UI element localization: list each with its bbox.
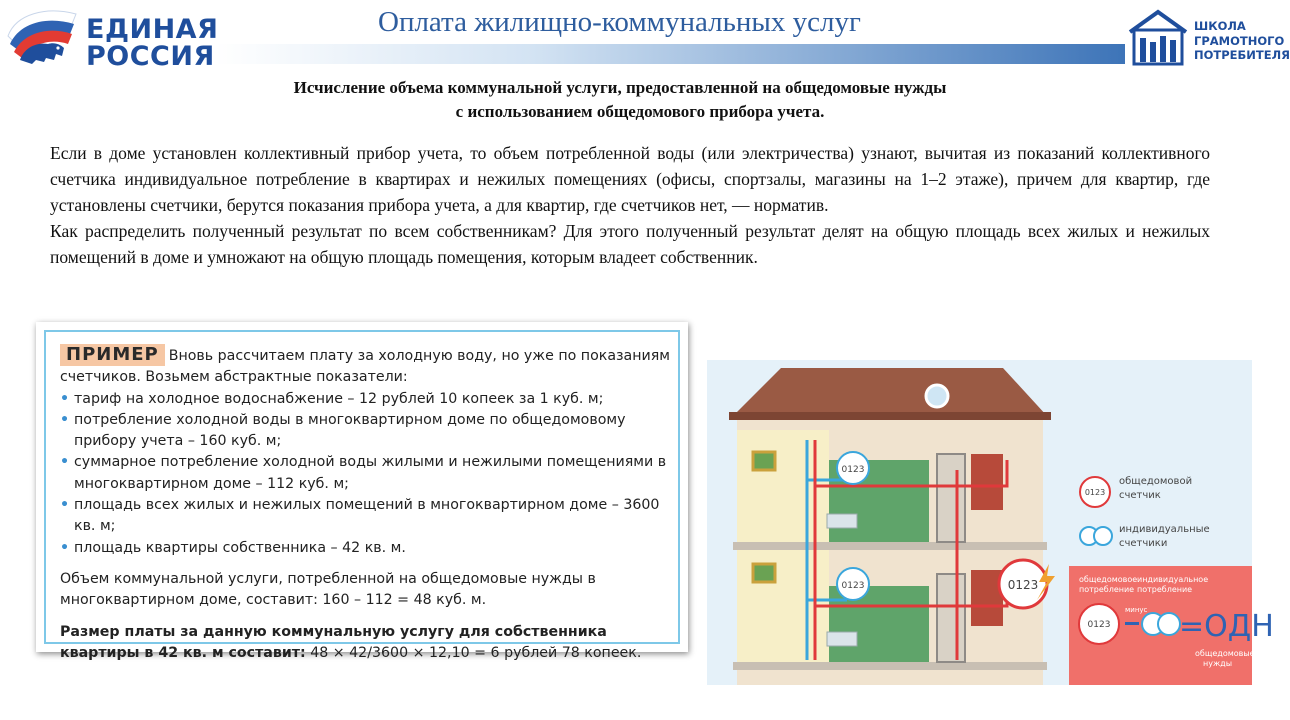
list-item: • суммарное потребление холодной воды жилыми и нежилыми помещениями в многоквартирном доме – 112 куб. м; (60, 452, 672, 495)
example-result (60, 622, 672, 665)
building-meter-illustration (707, 360, 1274, 685)
formula-label-common-1: общедомовое (1079, 575, 1138, 584)
example-intro-block (60, 344, 672, 389)
formula-result-label-1: общедомовые (1195, 649, 1255, 658)
wall-picture-2 (753, 564, 775, 582)
school-name (1194, 19, 1290, 63)
school-line3: ПОТРЕБИТЕЛЯ (1194, 48, 1290, 62)
legend-common-label-1: общедомовой (1119, 476, 1193, 487)
building-diagram (707, 360, 1274, 685)
example-card (36, 322, 688, 661)
sink-2 (827, 632, 857, 646)
united-russia-logo (6, 6, 219, 72)
consumer-school-logo (1126, 8, 1290, 66)
door-2 (937, 574, 965, 662)
legend-individual-label-2: счетчики (1119, 538, 1168, 549)
formula-minus-word: минус (1125, 606, 1148, 614)
individual-meter-1 (837, 452, 869, 484)
svg-text:0123: 0123 (841, 465, 865, 475)
example-volume-text: Объем коммунальной услуги, потребленной на общедомовые нужды в многоквартирном доме, составит: 160 – 112 = 48 куб. м. (60, 570, 596, 609)
attic-window (926, 385, 948, 407)
list-item: • тариф на холодное водоснабжение – 12 рублей 10 копеек за 1 куб. м; (60, 389, 672, 410)
roof (733, 368, 1047, 416)
example-badge: ПРИМЕР (60, 344, 165, 366)
svg-text:0123: 0123 (1087, 620, 1111, 630)
legend-common-meter (1080, 476, 1192, 507)
body-text (50, 140, 1210, 270)
list-item: • площадь всех жилых и нежилых помещений в многоквартирном доме – 3600 кв. м; (60, 495, 672, 538)
example-result-label: Размер платы за данную коммунальную услугу для собственника квартиры в 42 кв. м составит: (60, 623, 607, 661)
list-item: • потребление холодной воды в многоквартирном доме по общедомовому прибору учета – 160 куб. м; (60, 410, 672, 453)
party-name-line1: ЕДИНАЯ (86, 14, 219, 45)
header (0, 0, 1290, 72)
svg-text:0123: 0123 (1084, 488, 1106, 497)
subtitle-line1: Исчисление объема коммунальной услуги, предоставленной на общедомовые нужды (293, 78, 947, 97)
section-subtitle (0, 76, 1280, 124)
legend-individual-meters (1080, 524, 1210, 549)
page-title: Оплата жилищно-коммунальных услуг (378, 6, 861, 38)
radiator-1 (971, 454, 1003, 510)
svg-text:0123: 0123 (841, 581, 865, 591)
door-1 (937, 454, 965, 542)
svg-text:0123: 0123 (1007, 578, 1039, 592)
wall-picture-1 (753, 452, 775, 470)
body-paragraph-1: Если в доме установлен коллективный прибор учета, то объем потребленной воды (или электричества) узнают, вычитая из показаний коллективного счетчика индивидуальное потребление в квартирах и нежилых помещениях (офисы, спортзалы, магазины на 1–2 этаже), причем для квартир, где установлены счетчики, берутся показания прибора учета, а для квартир, где счетчиков нет, — норматив. (50, 143, 1210, 215)
school-line2: ГРАМОТНОГО (1194, 33, 1285, 48)
formula-label-individual-2: потребление (1137, 585, 1193, 594)
party-name (86, 16, 218, 70)
example-list (60, 389, 672, 559)
individual-meter-2 (837, 568, 869, 600)
formula-label-common-2: потребление (1079, 585, 1135, 594)
formula-individual-meter-b (1158, 613, 1180, 635)
legend-individual-label-1: индивидуальные (1119, 524, 1210, 535)
formula-result: =ОДН (1179, 609, 1274, 644)
common-meter (999, 560, 1047, 608)
subtitle-line2: с использованием общедомового прибора учета. (455, 102, 825, 121)
example-intro: Вновь рассчитаем плату за холодную воду, но уже по показаниям счетчиков. Возьмем абстрактные показатели: (60, 348, 670, 386)
bear-flag-icon (6, 6, 78, 66)
list-item: • площадь квартиры собственника – 42 кв. м. (60, 538, 672, 559)
example-result-value: 48 × 42/3600 × 12,10 = 6 рублей 78 копеек. (305, 644, 642, 661)
body-paragraph-2: Как распределить полученный результат по всем собственникам? Для этого полученный результат делят на общую площадь всех жилых и нежилых помещений в доме и умножают на общую площадь помещения, которым владеет собственник. (50, 221, 1210, 267)
school-line1: ШКОЛА (1194, 19, 1246, 33)
party-name-line2: РОССИЯ (86, 41, 215, 72)
example-frame (44, 330, 680, 661)
floor-slab-2 (733, 662, 1047, 670)
roof-eave (729, 412, 1051, 420)
header-gradient-bar (215, 44, 1125, 64)
legend-common-label-2: счетчик (1119, 490, 1161, 501)
example-content (60, 344, 672, 664)
floor-slab-1 (733, 542, 1047, 550)
formula-result-label-2: нужды (1203, 659, 1233, 668)
sink-1 (827, 514, 857, 528)
formula-label-individual-1: индивидуальное (1137, 575, 1209, 584)
house-icon (1126, 8, 1190, 66)
formula-minus-sign (1125, 622, 1139, 625)
